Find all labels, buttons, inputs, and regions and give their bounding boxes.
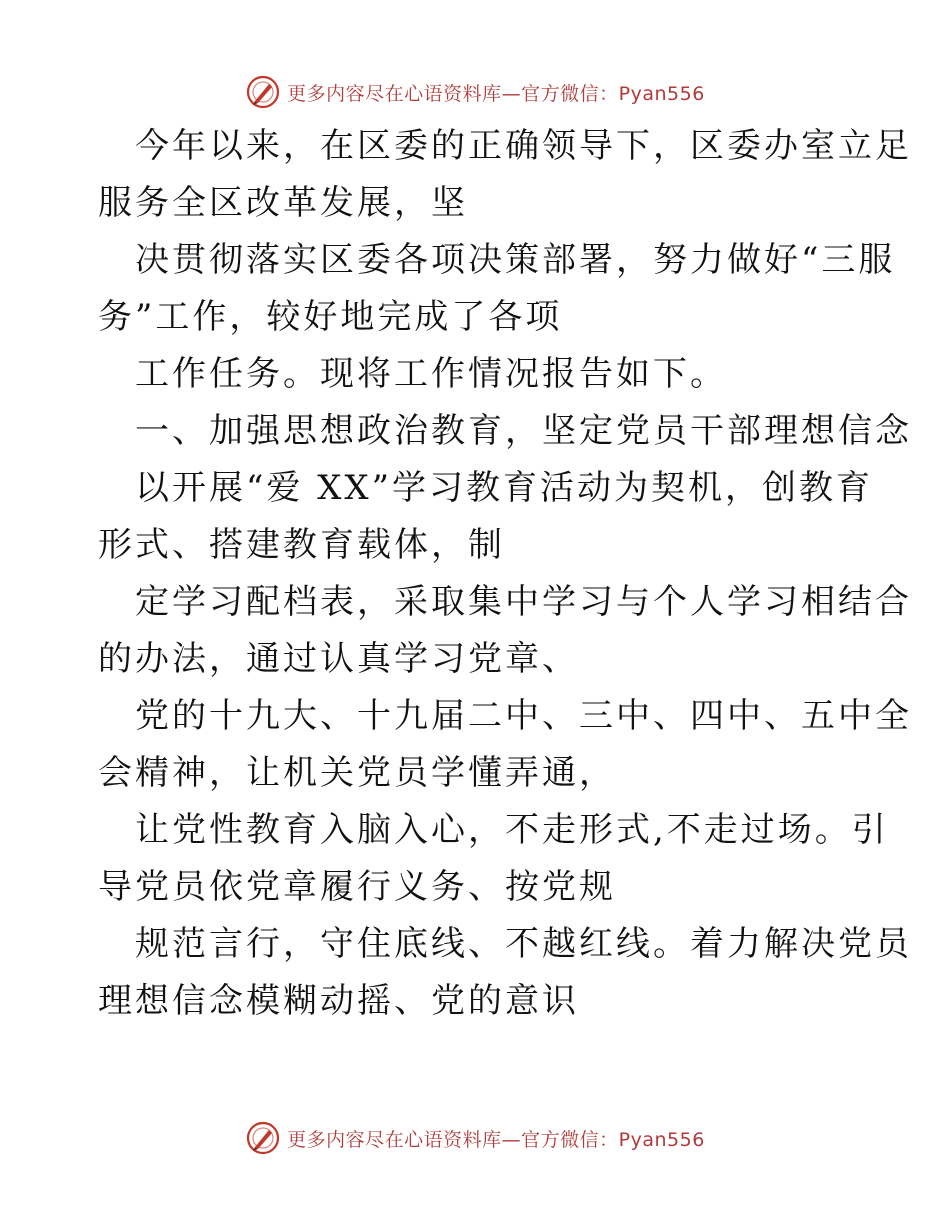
body-line: 定学习配档表，采取集中学习与个人学习相结合 — [135, 582, 912, 622]
body-line: 服务全区改革发展，坚 — [98, 183, 468, 223]
body-line: 以开展“爱 XX”学习教育活动为契机，创教育 — [135, 468, 873, 508]
quill-logo-icon — [245, 1120, 281, 1156]
body-line: 决贯彻落实区委各项决策部署，努力做好“三服 — [135, 240, 896, 280]
section-heading: 一、加强思想政治教育，坚定党员干部理想信念 — [135, 411, 912, 451]
body-line: 党的十九大、十九届二中、三中、四中、五中全 — [135, 696, 912, 736]
body-line: 理想信念模糊动摇、党的意识 — [98, 981, 579, 1021]
body-line: 今年以来，在区委的正确领导下，区委办室立足 — [135, 126, 912, 166]
body-line: 规范言行，守住底线、不越红线。着力解决党员 — [135, 924, 912, 964]
footer-watermark-text: 更多内容尽在心语资料库—官方微信：Pyan556 — [287, 1128, 705, 1151]
quill-logo-icon — [245, 74, 281, 110]
body-line: 让党性教育入脑入心，不走形式,不走过场。引 — [135, 810, 889, 850]
body-line: 形式、搭建教育载体，制 — [98, 525, 505, 565]
body-line: 会精神，让机关党员学懂弄通， — [98, 753, 616, 793]
body-line: 的办法，通过认真学习党章、 — [98, 639, 579, 679]
body-line: 工作任务。现将工作情况报告如下。 — [135, 354, 727, 394]
body-line: 务”工作，较好地完成了各项 — [98, 297, 563, 337]
footer-watermark-banner — [0, 1118, 950, 1158]
body-line: 导党员依党章履行义务、按党规 — [98, 867, 616, 907]
document-body — [98, 118, 912, 1030]
header-watermark-text: 更多内容尽在心语资料库—官方微信：Pyan556 — [287, 82, 705, 105]
header-watermark-banner — [0, 72, 950, 112]
